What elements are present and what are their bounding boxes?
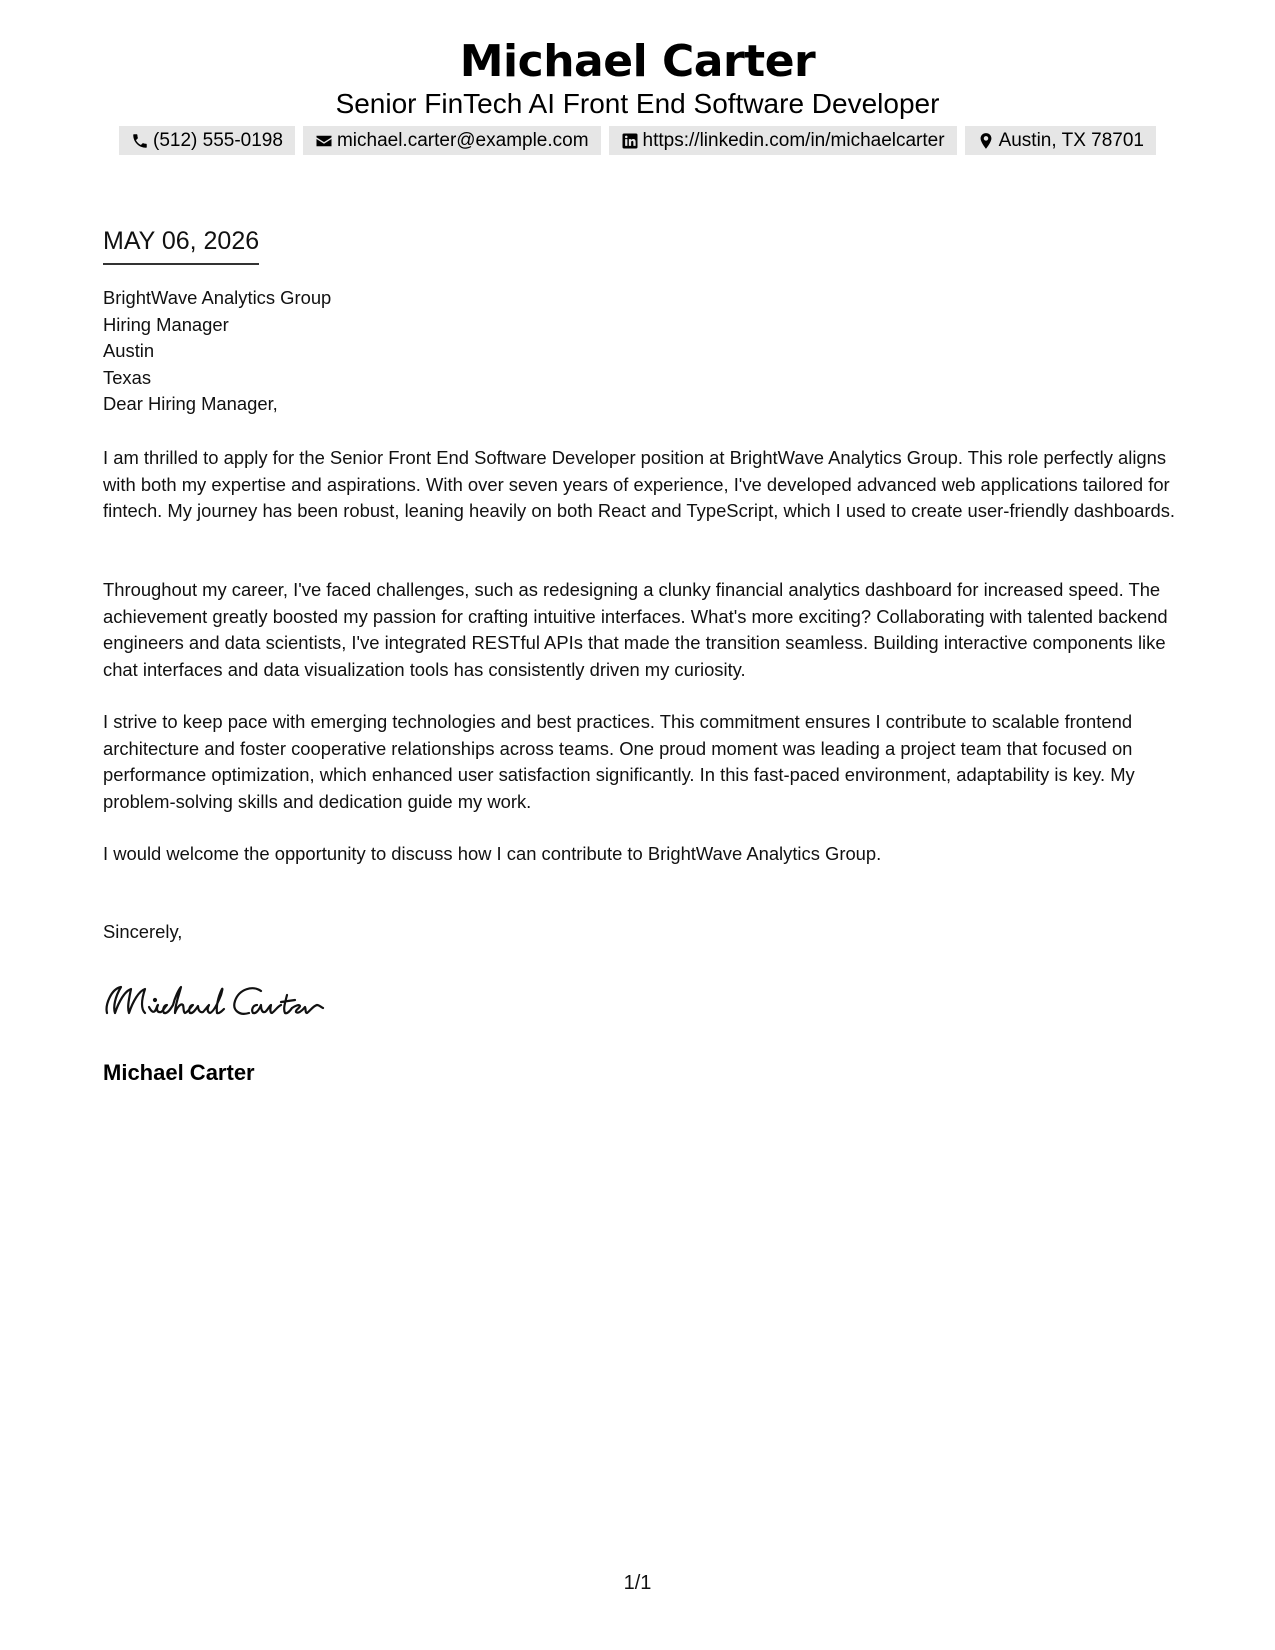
recipient-role: Hiring Manager	[103, 313, 229, 335]
contact-phone[interactable]	[119, 126, 295, 155]
contact-location-text: Austin, TX 78701	[998, 129, 1144, 151]
body-paragraph: I strive to keep pace with emerging technologies and best practices. This commitment ensures I contribute to scalable frontend architecture and foster cooperative relationships across teams. One proud moment was leading a project team that focused on performance optimization, which enhanced user satisfaction significantly. In this fast-paced environment, adaptability is key. My problem-solving skills and dedication guide my work.	[103, 711, 1135, 812]
salutation: Dear Hiring Manager,	[103, 393, 278, 414]
linkedin-icon	[621, 132, 639, 150]
recipient-company: BrightWave Analytics Group	[103, 287, 332, 308]
letter-header	[0, 36, 1275, 120]
page-number: 1/1	[623, 1572, 652, 1594]
contact-linkedin-text: https://linkedin.com/in/michaelcarter	[642, 129, 945, 151]
envelope-icon	[315, 132, 333, 150]
body-paragraph: Throughout my career, I've faced challenges, such as redesigning a clunky financial analytics dashboard for increased speed. The achievement greatly boosted my passion for crafting intuitive interfaces. What's more exciting? Collaborating with talented backend engineers and data scientists, I've integrated RESTful APIs that made the transition seamless. Building interactive components like chat interfaces and data visualization tools has consistently driven my curiosity.	[103, 579, 1168, 680]
signer-name: Michael Carter	[103, 1060, 255, 1085]
contact-location	[965, 126, 1156, 155]
applicant-title: Senior FinTech AI Front End Software Developer	[335, 88, 940, 119]
recipient-block	[103, 285, 1178, 418]
contact-email[interactable]	[303, 126, 601, 155]
recipient-city: Austin	[103, 340, 155, 361]
handwritten-signature	[101, 975, 341, 1030]
contact-email-text: michael.carter@example.com	[336, 129, 589, 151]
contact-bar	[0, 126, 1275, 155]
map-marker-icon	[977, 132, 995, 150]
body-paragraph: I would welcome the opportunity to discuss how I can contribute to BrightWave Analytics Group.	[103, 843, 882, 864]
applicant-name: Michael Carter	[459, 36, 816, 87]
closing-line: Sincerely,	[103, 921, 183, 942]
contact-phone-text: (512) 555-0198	[153, 129, 283, 151]
phone-icon	[131, 132, 149, 150]
recipient-state: Texas	[103, 366, 152, 388]
letter-date: MAY 06, 2026	[103, 226, 259, 265]
contact-linkedin[interactable]	[609, 126, 957, 155]
body-paragraph: I am thrilled to apply for the Senior Front End Software Developer position at BrightWave Analytics Group. This role perfectly aligns with both my expertise and aspirations. With over seven years of experience, I've developed advanced web applications tailored for fintech. My journey has been robust, leaning heavily on both React and TypeScript, which I used to create user-friendly dashboards.	[103, 447, 1176, 521]
